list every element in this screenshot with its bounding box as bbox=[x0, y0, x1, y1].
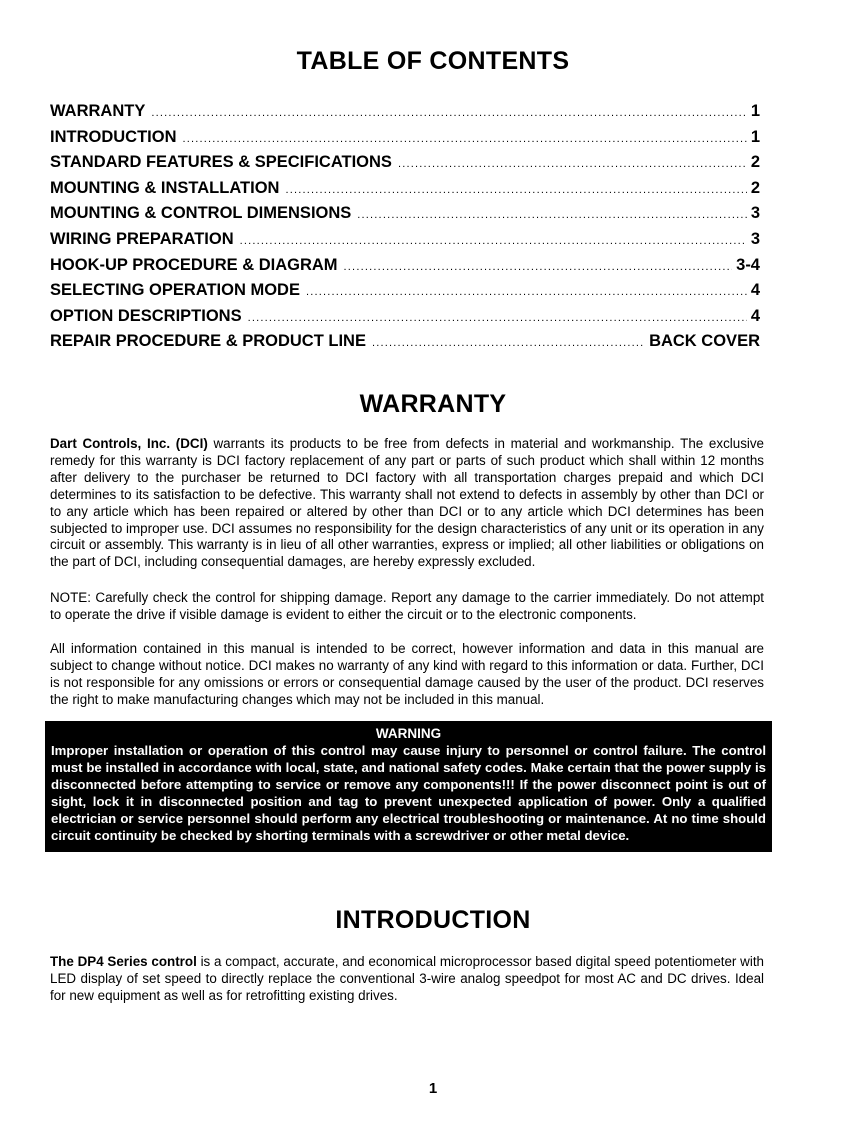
toc-entry-label: SELECTING OPERATION MODE bbox=[50, 281, 300, 300]
toc-entry bbox=[50, 332, 760, 358]
toc-entry-label: OPTION DESCRIPTIONS bbox=[50, 306, 242, 325]
table-of-contents bbox=[50, 102, 760, 358]
product-name: The DP4 Series control bbox=[50, 954, 197, 969]
page-number: 1 bbox=[428, 1080, 438, 1097]
toc-entry bbox=[50, 153, 760, 179]
toc-title: TABLE OF CONTENTS bbox=[296, 47, 570, 75]
toc-entry-page: 3 bbox=[750, 229, 760, 248]
toc-entry bbox=[50, 281, 760, 307]
dot-leader bbox=[183, 133, 747, 145]
toc-entry-page: 3-4 bbox=[736, 255, 760, 274]
dot-leader bbox=[240, 235, 747, 247]
toc-entry-page: 4 bbox=[750, 281, 760, 300]
toc-entry-page: 1 bbox=[750, 127, 760, 146]
toc-entry bbox=[50, 204, 760, 230]
introduction-heading: INTRODUCTION bbox=[335, 906, 531, 934]
warranty-paragraph bbox=[50, 436, 764, 571]
introduction-text: is a compact, accurate, and economical microprocessor based digital speed potentiometer with LED display of set speed to directly replace the conventional 3-wire analog speedpot for most AC and DC drives. Ideal for new equipment as well as for retrofitting existing drives. bbox=[50, 954, 764, 1003]
toc-entry-label: HOOK-UP PROCEDURE & DIAGRAM bbox=[50, 255, 338, 274]
toc-entry-label: WARRANTY bbox=[50, 102, 146, 120]
warranty-text: warrants its products to be free from defects in material and workmanship. The exclusive remedy for this warranty is DCI factory replacement of any part or parts of such product which shall within 12 months after delivery to the purchaser be returned to DCI factory with all transportation charges prepaid and which DCI determines to its satisfaction to be defective. This warranty shall not extend to defects in assembly by other than DCI or to any article which has been repaired or altered by other than DCI or to any article which DCI determines has been subjected to improper use. DCI assumes no responsibility for the design characteristics of any unit or its operation in any circuit or assembly. This warranty is in lieu of all other warranties, express or implied; all other liabilities or obligations on the part of DCI, including consequential damages, are hereby expressly excluded. bbox=[50, 436, 765, 570]
toc-entry-label: MOUNTING & INSTALLATION bbox=[50, 178, 280, 197]
dot-leader bbox=[306, 286, 747, 298]
dot-leader bbox=[248, 312, 747, 324]
dot-leader bbox=[372, 337, 645, 349]
toc-entry-label: MOUNTING & CONTROL DIMENSIONS bbox=[50, 204, 352, 223]
toc-entry bbox=[50, 128, 760, 154]
toc-entry-page: 3 bbox=[750, 204, 760, 223]
toc-entry-page: BACK COVER bbox=[649, 332, 760, 351]
introduction-paragraph bbox=[50, 954, 764, 1005]
toc-entry-page: 1 bbox=[750, 102, 760, 120]
toc-entry-label: REPAIR PROCEDURE & PRODUCT LINE bbox=[50, 332, 366, 351]
toc-entry-page: 4 bbox=[750, 306, 760, 325]
toc-entry-label: WIRING PREPARATION bbox=[50, 229, 234, 248]
warranty-heading: WARRANTY bbox=[359, 390, 507, 418]
dot-leader bbox=[151, 107, 746, 119]
shipping-note: NOTE: Carefully check the control for shipping damage. Report any damage to the carrier immediately. Do not attempt to operate the drive if visible damage is evident to either the circuit or to the electronic components. bbox=[50, 590, 764, 622]
toc-entry-page: 2 bbox=[750, 178, 760, 197]
toc-entry bbox=[50, 256, 760, 282]
toc-entry bbox=[50, 307, 760, 333]
company-name: Dart Controls, Inc. (DCI) bbox=[50, 436, 208, 451]
warning-text: Improper installation or operation of this control may cause injury to personnel or control failure. The control must be installed in accordance with local, state, and national safety codes. Make certain that the power supply is disconnected before attempting to service or remove any components!!! If the power disconnect point is out of sight, lock it in disconnected position and tag to prevent unexpected application of power. Only a qualified electrician or service personnel should perform any electrical troubleshooting or maintenance. At no time should circuit continuity be checked by shorting terminals with a screwdriver or other metal device. bbox=[51, 743, 766, 843]
dot-leader bbox=[398, 158, 747, 170]
warning-title: WARNING bbox=[375, 726, 442, 741]
disclaimer-paragraph: All information contained in this manual is intended to be correct, however information and data in this manual are subject to change without notice. DCI makes no warranty of any kind with regard to this information or data. Further, DCI is not responsible for any omissions or errors or consequential damage caused by the user of the product. DCI reserves the right to make manufacturing changes which may not be included in this manual. bbox=[50, 641, 764, 707]
dot-leader bbox=[344, 261, 733, 273]
toc-entry bbox=[50, 179, 760, 205]
toc-entry-label: INTRODUCTION bbox=[50, 127, 177, 146]
warning-box bbox=[45, 721, 772, 852]
toc-entry bbox=[50, 230, 760, 256]
dot-leader bbox=[357, 209, 747, 221]
dot-leader bbox=[285, 184, 746, 196]
toc-entry-page: 2 bbox=[750, 153, 760, 172]
toc-entry bbox=[50, 102, 760, 128]
toc-entry-label: STANDARD FEATURES & SPECIFICATIONS bbox=[50, 153, 392, 172]
